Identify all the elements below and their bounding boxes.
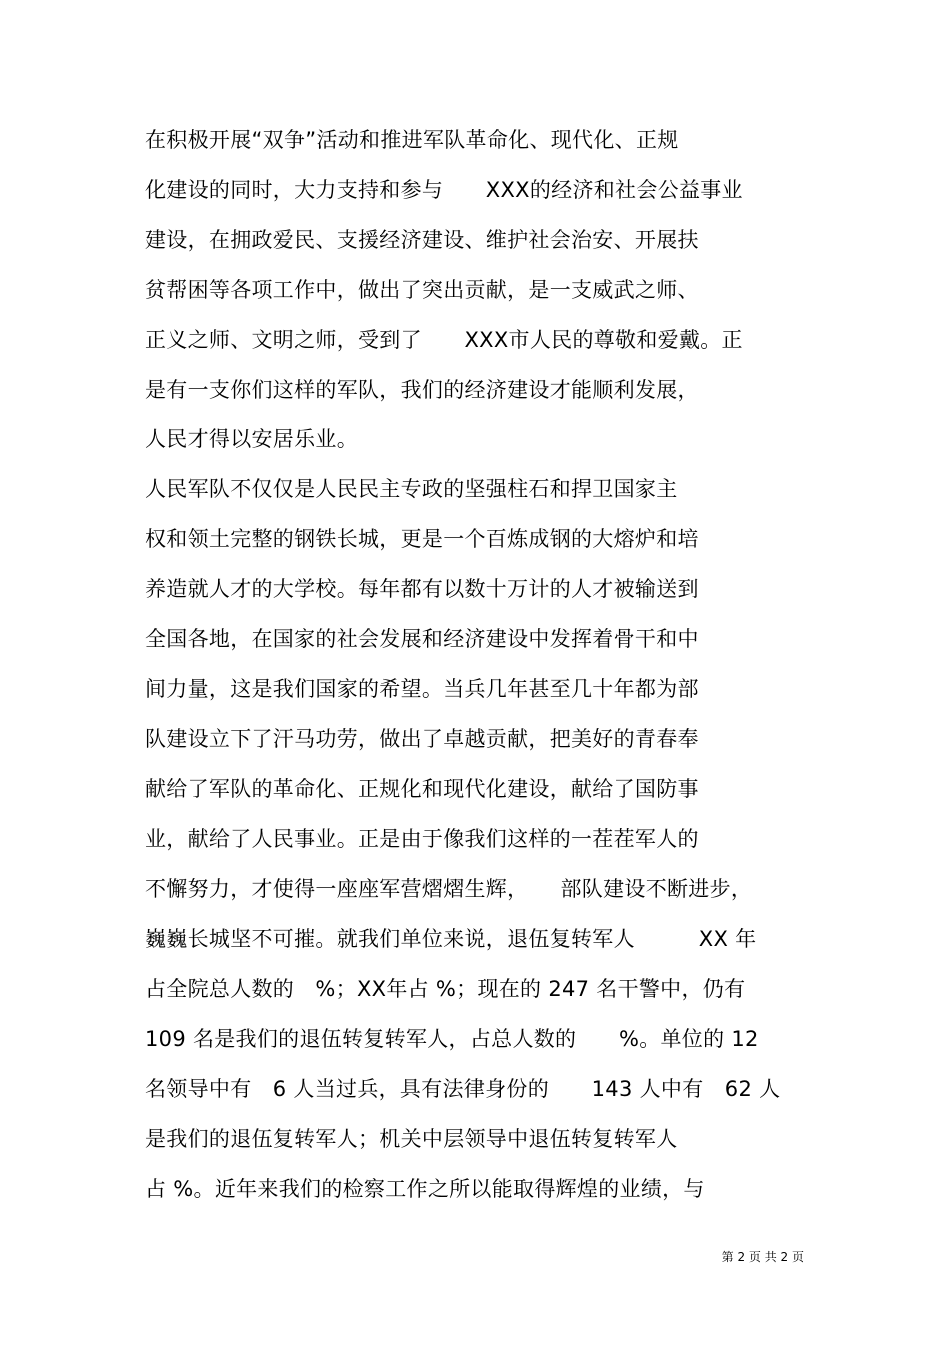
text-line: 是有一支你们这样的军队，我们的经济建设才能顺利发展， [145,378,699,402]
page-number-footer: 第 2 页 共 2 页 [721,1250,804,1264]
text-line: 人民才得以安居乐业。 [145,427,358,451]
text-line: 正义之师、文明之师，受到了 XXX市人民的尊敬和爱戴。正 [145,328,743,352]
text-line: 占 %。近年来我们的检察工作之所以能取得辉煌的业绩，与 [145,1177,705,1201]
text-line: 养造就人才的大学校。每年都有以数十万计的人才被输送到 [145,577,699,601]
text-line: 巍巍长城坚不可摧。就我们单位来说，退伍复转军人 XX 年 [145,927,757,951]
text-line: 人民军队不仅仅是人民民主专政的坚强柱石和捍卫国家主 [145,477,678,501]
text-line: 业，献给了人民事业。正是由于像我们这样的一茬茬军人的 [145,827,699,851]
text-line: 在积极开展“双争”活动和推进军队革命化、现代化、正规 [145,128,679,152]
text-line: 名领导中有 6 人当过兵，具有法律身份的 143 人中有 62 人 [145,1077,781,1101]
text-line: 不懈努力，才使得一座座军营熠熠生辉， 部队建设不断进步， [145,877,753,901]
text-line: 建设，在拥政爱民、支援经济建设、维护社会治安、开展扶 [145,228,699,252]
text-line: 权和领土完整的钢铁长城，更是一个百炼成钢的大熔炉和培 [145,527,699,551]
text-line: 化建设的同时，大力支持和参与 XXX的经济和社会公益事业 [145,178,743,202]
text-line: 109 名是我们的退伍转复转军人，占总人数的 %。单位的 12 [145,1027,759,1051]
text-line: 是我们的退伍复转军人；机关中层领导中退伍转复转军人 [145,1127,678,1151]
text-line: 队建设立下了汗马功劳，做出了卓越贡献，把美好的青春奉 [145,727,699,751]
text-line: 占全院总人数的 %；XX年占 %；现在的 247 名干警中，仍有 [145,977,746,1001]
text-line: 贫帮困等各项工作中，做出了突出贡献，是一支威武之师、 [145,278,699,302]
text-line: 献给了军队的革命化、正规化和现代化建设，献给了国防事 [145,777,699,801]
text-line: 全国各地，在国家的社会发展和经济建设中发挥着骨干和中 [145,627,699,651]
text-line: 间力量，这是我们国家的希望。当兵几年甚至几十年都为部 [145,677,699,701]
